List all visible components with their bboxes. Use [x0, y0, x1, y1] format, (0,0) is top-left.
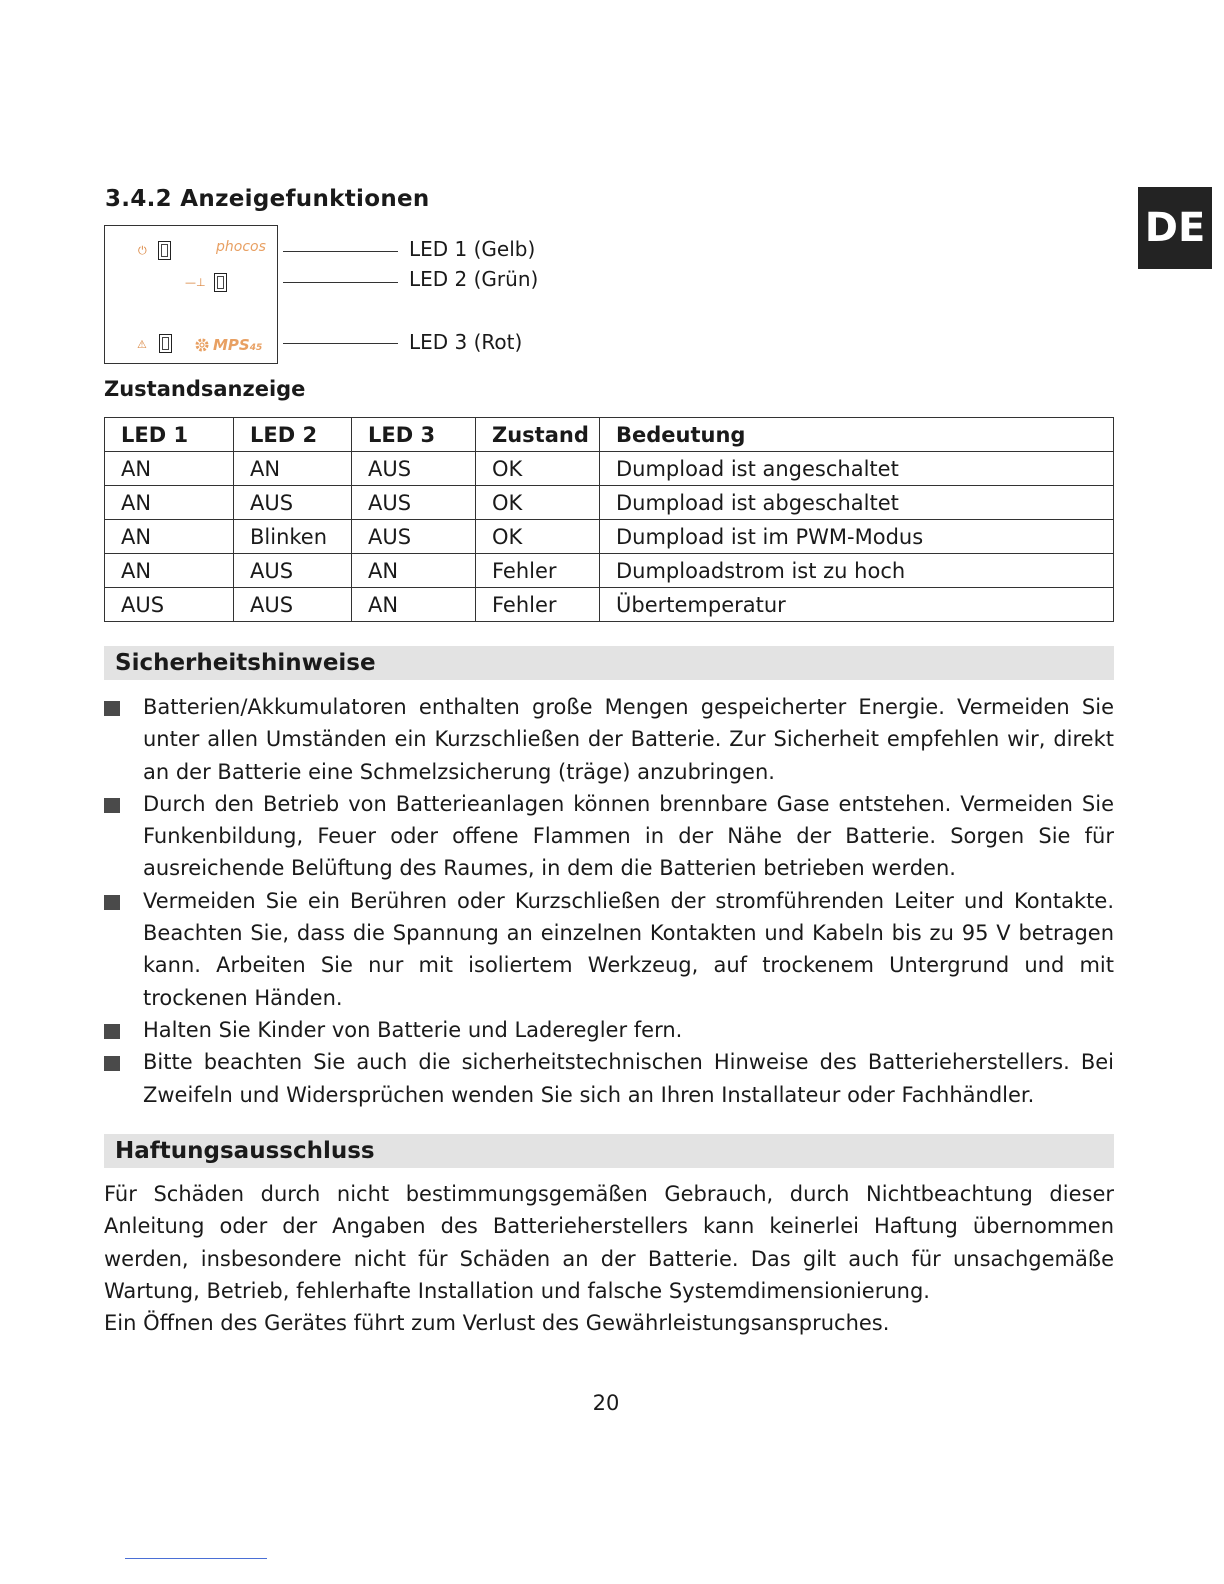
table-cell: AN: [234, 452, 352, 486]
table-cell: Fehler: [476, 588, 600, 622]
table-cell: AN: [105, 554, 234, 588]
section-title: 3.4.2 Anzeigefunktionen: [105, 186, 430, 212]
led-3-indicator: [159, 334, 172, 353]
callout-line-led-1: [283, 251, 398, 252]
table-cell: AUS: [234, 588, 352, 622]
language-tab: DE: [1138, 187, 1212, 269]
list-item: [104, 691, 1114, 788]
safety-heading: Sicherheitshinweise: [104, 646, 1114, 680]
table-cell: AUS: [352, 452, 476, 486]
bullet-icon: [104, 798, 120, 813]
list-item-text: Vermeiden Sie ein Berühren oder Kurzschließen der stromführenden Leiter und Kontakte. Beachten Sie, dass die Spannung an einzelnen Kontakten und Kabeln bis zu 95 V betragen kann. Arbeiten Sie nur mit isoliertem Werkzeug, auf trockenem Untergrund und mit trockenen Händen.: [143, 888, 1114, 1010]
warning-icon: ⚠: [137, 338, 147, 351]
list-item-text: Bitte beachten Sie auch die sicherheitstechnischen Hinweise des Batterieherstellers. Bei Zweifeln und Widersprüchen wenden Sie sich an Ihren Installateur oder Fachhändler.: [143, 1050, 1114, 1107]
gear-icon: [193, 336, 211, 358]
bullet-icon: [104, 895, 120, 910]
table-cell: OK: [476, 486, 600, 520]
table-cell: Dumploadstrom ist zu hoch: [600, 554, 1114, 588]
list-item: [104, 788, 1114, 885]
header-led-1: LED 1: [105, 418, 234, 452]
list-item: [104, 1014, 1114, 1046]
disclaimer-heading: Haftungsausschluss: [104, 1134, 1114, 1168]
table-cell: Blinken: [234, 520, 352, 554]
page-number: 20: [592, 1391, 620, 1415]
solar-icon: —⊥: [185, 276, 206, 289]
table-cell: AN: [105, 452, 234, 486]
table-row: [105, 554, 1114, 588]
power-icon: ⏻: [138, 244, 147, 257]
table-cell: Übertemperatur: [600, 588, 1114, 622]
bullet-icon: [104, 1056, 120, 1071]
table-cell: Fehler: [476, 554, 600, 588]
table-cell: AUS: [105, 588, 234, 622]
table-cell: Dumpload ist angeschaltet: [600, 452, 1114, 486]
table-row: [105, 486, 1114, 520]
header-state: Zustand: [476, 418, 600, 452]
callout-line-led-2: [283, 282, 398, 283]
brand-logo: phocos: [216, 239, 266, 255]
table-cell: AN: [105, 486, 234, 520]
list-item-text: Halten Sie Kinder von Batterie und Laderegler fern.: [143, 1017, 683, 1042]
callout-line-led-3: [283, 343, 398, 344]
table-row: [105, 452, 1114, 486]
header-meaning: Bedeutung: [600, 418, 1114, 452]
table-header-row: [105, 418, 1114, 452]
table-cell: OK: [476, 520, 600, 554]
disclaimer-text: Für Schäden durch nicht bestimmungsgemäßen Gebrauch, durch Nichtbeachtung dieser Anleitung oder der Angaben des Batterieherstellers kann keinerlei Haftung übernommen werden, insbesondere nicht für Schäden an der Batterie. Das gilt auch für unsachgemäße Wartung, Betrieb, fehlerhafte Installation und falsche Systemdimensionierung.: [104, 1182, 1114, 1303]
list-item-text: Durch den Betrieb von Batterieanlagen können brennbare Gase entstehen. Vermeiden Sie Funkenbildung, Feuer oder offene Flammen in der Nähe der Batterie. Sorgen Sie für ausreichende Belüftung des Raumes, in dem die Batterien betrieben werden.: [143, 791, 1114, 881]
table-cell: AUS: [352, 486, 476, 520]
safety-list: [104, 691, 1114, 1111]
led-1-indicator: [158, 241, 171, 260]
list-item-text: Batterien/Akkumulatoren enthalten große Mengen gespeicherter Energie. Vermeiden Sie unter allen Umständen ein Kurzschließen der Batterie. Zur Sicherheit empfehlen wir, direkt an der Batterie eine Schmelzsicherung (träge) anzubringen.: [143, 695, 1114, 784]
model-logo: [213, 336, 262, 354]
table-cell: AN: [352, 588, 476, 622]
controller-panel: [104, 225, 278, 364]
disclaimer-body: [104, 1178, 1114, 1339]
led-2-indicator: [214, 273, 227, 292]
disclaimer-note: Ein Öffnen des Gerätes führt zum Verlust des Gewährleistungsanspruches.: [104, 1311, 890, 1336]
table-cell: AUS: [234, 554, 352, 588]
status-heading: Zustandsanzeige: [104, 377, 306, 401]
led-2-label: LED 2 (Grün): [409, 267, 539, 291]
table-cell: AUS: [352, 520, 476, 554]
table-cell: Dumpload ist abgeschaltet: [600, 486, 1114, 520]
led-1-label: LED 1 (Gelb): [409, 237, 536, 261]
table-row: [105, 588, 1114, 622]
bullet-icon: [104, 1024, 120, 1039]
model-suffix: 45: [249, 343, 263, 353]
table-cell: AN: [352, 554, 476, 588]
table-cell: AUS: [234, 486, 352, 520]
header-led-2: LED 2: [234, 418, 352, 452]
table-row: [105, 520, 1114, 554]
model-name: MPS: [213, 336, 250, 354]
table-cell: AN: [105, 520, 234, 554]
table-cell: OK: [476, 452, 600, 486]
led-3-label: LED 3 (Rot): [409, 330, 523, 354]
header-led-3: LED 3: [352, 418, 476, 452]
table-cell: Dumpload ist im PWM-Modus: [600, 520, 1114, 554]
list-item: [104, 1046, 1114, 1111]
bullet-icon: [104, 701, 120, 716]
footer-line: [125, 1558, 267, 1559]
list-item: [104, 885, 1114, 1014]
status-table: [104, 417, 1114, 622]
